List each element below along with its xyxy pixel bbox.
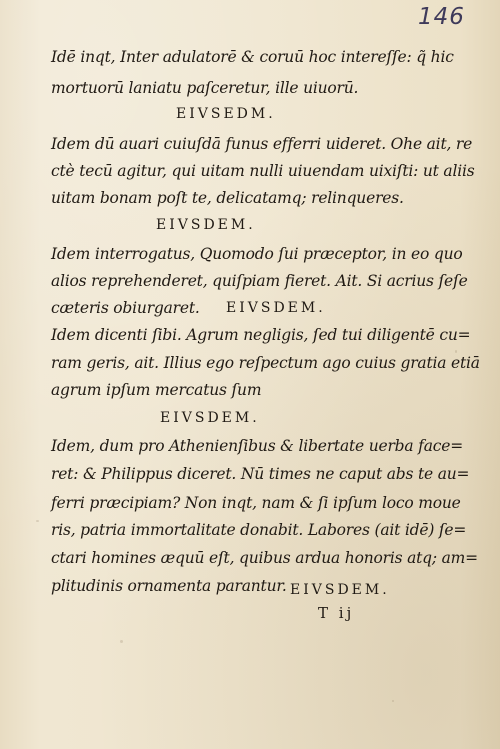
text-line: ram geris, ait. Illius ego reſpectum ago cuius gratia etiā (51, 354, 480, 372)
paper-speck (392, 700, 394, 702)
text-line: uitam bonam poſt te, delicatamq; relinqueres. (51, 189, 404, 207)
text-line: Idē inqt, Inter adulatorē & coruū hoc intereſſe: q̃ hic (51, 48, 454, 66)
section-heading: EIVSDEM. (156, 217, 256, 233)
folio-number: 146 (418, 4, 465, 30)
paper-speck (455, 350, 457, 353)
text-line: ris, patria immortalitate donabit. Labores (ait idē) ſe= (51, 521, 467, 539)
paper-speck (36, 520, 39, 522)
section-heading: EIVSDEM. (160, 410, 260, 426)
text-line: ferri præcipiam? Non inqt, nam & ſi ipſum loco moue (51, 494, 461, 512)
text-line: Idem interrogatus, Quomodo ſui præceptor, in eo quo (51, 245, 463, 263)
section-heading: EIVSEDM. (176, 106, 276, 122)
paper-speck (120, 640, 123, 643)
text-line: ret: & Philippus diceret. Nū times ne caput abs te au= (51, 465, 470, 483)
text-line: Idem dicenti ſibi. Agrum negligis, ſed tui diligentē cu= (51, 326, 471, 344)
text-line: Idem dū auari cuiuſdā funus efferri uideret. Ohe ait, re (51, 135, 473, 153)
text-line: Idem, dum pro Athenienſibus & libertate uerba face= (51, 437, 463, 455)
text-line: ctari homines æquū eſt, quibus ardua honoris atq; am= (51, 549, 478, 567)
section-heading: EIVSDEM. (226, 300, 326, 316)
text-line: alios reprehenderet, quiſpiam fieret. Ait. Si acrius ſeſe (51, 272, 468, 290)
text-line: plitudinis ornamenta parantur. (51, 577, 287, 595)
text-line: ctè tecū agitur, qui uitam nulli uiuendam uixiſti: ut aliis (51, 162, 475, 180)
text-line: agrum ipſum mercatus ſum (51, 381, 262, 399)
text-line: cæteris obiurgaret. (51, 299, 200, 317)
text-line: mortuorū laniatu paſceretur, ille uiuorū. (51, 79, 359, 97)
signature-mark: T ij (318, 604, 355, 622)
section-heading: EIVSDEM. (290, 582, 390, 598)
